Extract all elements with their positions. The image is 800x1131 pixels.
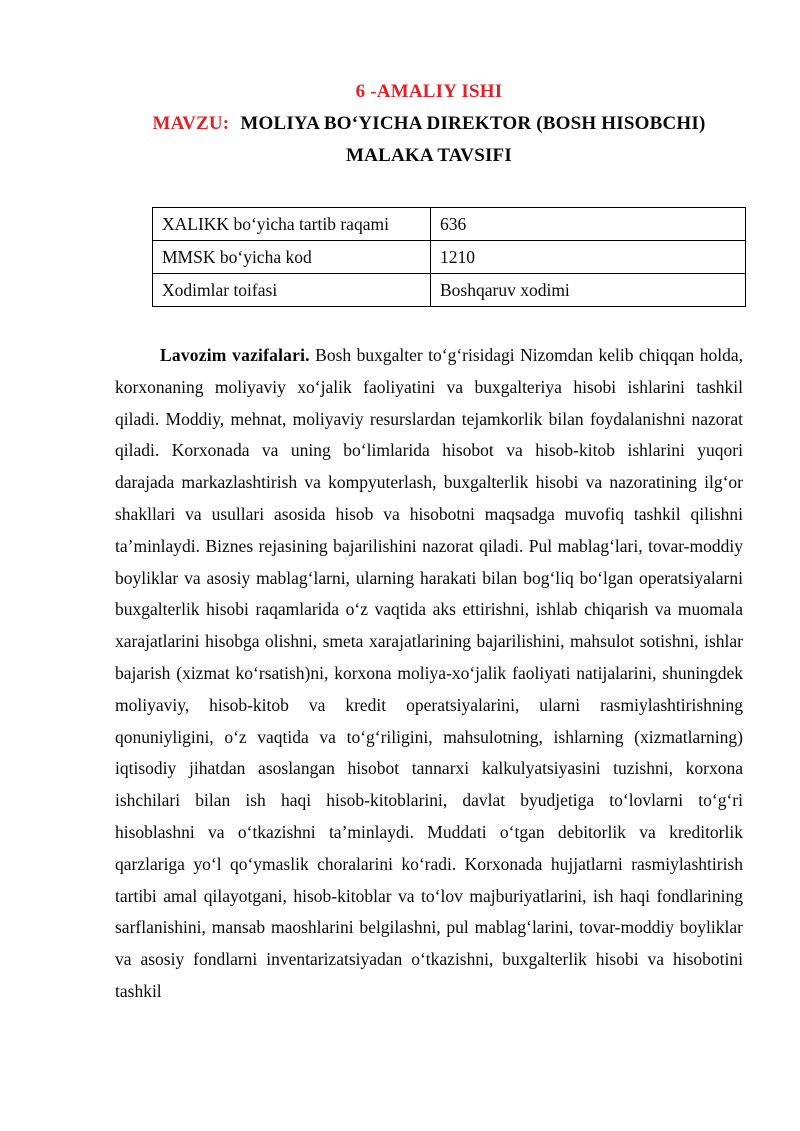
topic-text: MOLIYA BO‘YICHA DIREKTOR (BOSH HISOBCHI) xyxy=(240,113,706,134)
table-row xyxy=(153,274,746,307)
topic-label: MAVZU: xyxy=(152,113,230,134)
topic-line xyxy=(115,108,743,140)
practical-work-title: 6 -AMALIY ISHI xyxy=(355,81,503,102)
spec-value: 636 xyxy=(431,208,746,241)
spec-label: MMSK bo‘yicha kod xyxy=(153,241,431,274)
duties-lead: Lavozim vazifalari. xyxy=(160,345,310,365)
topic-subtitle: MALAKA TAVSIFI xyxy=(346,145,512,166)
spec-value: Boshqaruv xodimi xyxy=(431,274,746,307)
duties-body: Bosh buxgalter to‘g‘risidagi Nizomdan kelib chiqqan holda, korxonaning moliyaviy xo‘jalik faoliyatini va buxgalteriya hisobi ishlarini tashkil qiladi. Moddiy, mehnat, moliyaviy resurslardan tejamkorlik bilan foydalanishni nazorat qiladi. Korxonada va uning bo‘limlarida hisobot va hisob-kitob ishlarini yuqori darajada markazlashtirish va kompyuterlash, buxgalterlik hisobi va nazoratining ilg‘or shakllari va usullari asosida hisob va hisobotni maqsadga muvofiq tashkil qilishni ta’minlaydi. Biznes rejasining bajarilishini nazorat qiladi. Pul mablag‘lari, tovar-moddiy boyliklar va asosiy mablag‘larni, ularning harakati bilan bog‘liq bo‘lgan operatsiyalarni buxgalterlik hisobi raqamlarida o‘z vaqtida aks ettirishni, ishlab chiqarish va muomala xarajatlarini hisobga olishni, smeta xarajatlarining bajarilishini, mahsulot sotishni, ishlar bajarish (xizmat ko‘rsatish)ni, korxona moliya-xo‘jalik faoliyati natijalarini, shuningdek moliyaviy, hisob-kitob va kredit operatsiyalarini, ularni rasmiylashtirishning qonuniyligini, o‘z vaqtida va to‘g‘riligini, mahsulotning, ishlarning (xizmatlarning) iqtisodiy jihatdan asoslangan hisobot tannarxi kalkulyatsiyasini tuzishni, korxona ishchilari bilan ish haqi hisob-kitoblarini, davlat byudjetiga to‘lovlarni to‘g‘ri hisoblashni va o‘tkazishni ta’minlaydi. Muddati o‘tgan debitorlik va kreditorlik qarzlariga yo‘l qo‘ymaslik choralarini ko‘radi. Korxonada hujjatlarni rasmiylashtirish tartibi amal qilayotgani, hisob-kitoblar va to‘lov majburiyatlarini, ish haqi fondlarining sarflanishini, mansab maoshlarini belgilashni, pul mablag‘larini, tovar-moddiy boyliklar va asosiy fondlarni inventarizatsiyadan o‘tkazishni, buxgalterlik hisobi va hisobotini tashkil xyxy=(115,345,743,1001)
table-row xyxy=(153,241,746,274)
spec-table xyxy=(152,207,746,307)
duties-paragraph xyxy=(115,340,743,1008)
spec-label: Xodimlar toifasi xyxy=(153,274,431,307)
spec-value: 1210 xyxy=(431,241,746,274)
spec-label: XALIKK bo‘yicha tartib raqami xyxy=(153,208,431,241)
table-row xyxy=(153,208,746,241)
